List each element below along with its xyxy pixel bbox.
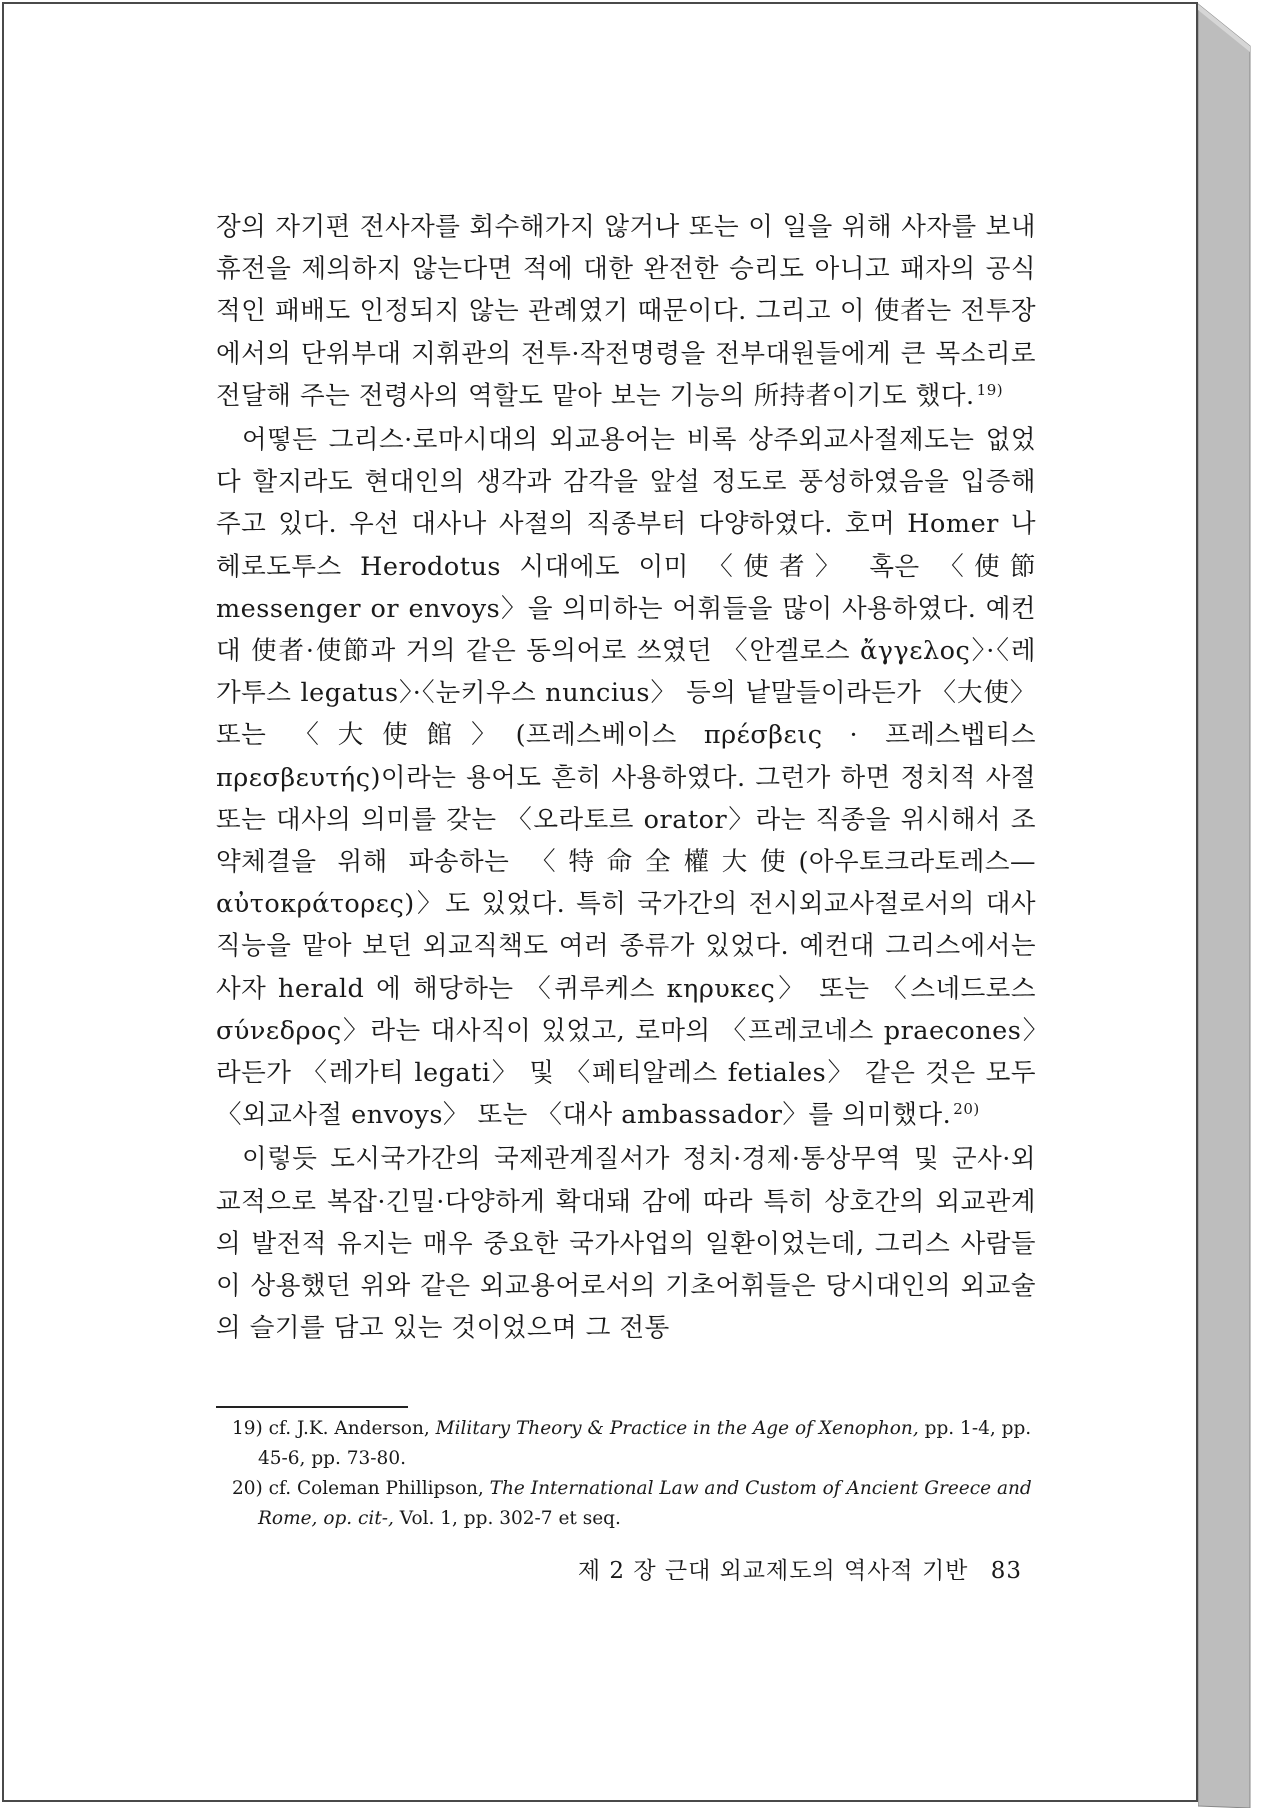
footnote-ref-19[interactable]: 19) xyxy=(976,380,1004,399)
running-footer xyxy=(552,1552,1022,1585)
paragraph-text: 이렇듯 도시국가간의 국제관계질서가 정치·경제·통상무역 및 군사·외교적으로 복잡·긴밀·다양하게 확대돼 감에 따라 특히 상호간의 외교관계의 발전적 유지는 매우 중요한 국가사업의 일환이었는데, 그리스 사람들이 상용했던 위와 같은 외교용어로서의 기초어휘들은 당시대인의 외교술의 슬기를 담고 있는 것이었으며 그 전통 xyxy=(216,1144,1036,1344)
footnote-19 xyxy=(232,1414,1040,1473)
footnote-citation-post: pp. 1-4, pp. 45-6, pp. 73-80. xyxy=(258,1418,1032,1469)
page-number: 83 xyxy=(990,1558,1022,1584)
paragraph-1 xyxy=(216,206,1036,417)
footnote-number: 20) xyxy=(232,1478,263,1499)
footnote-number: 19) xyxy=(232,1418,263,1439)
paragraph-text: 어떻든 그리스·로마시대의 외교용어는 비록 상주외교사절제도는 없었다 할지라도 현대인의 생각과 감각을 앞설 정도로 풍성하였음을 입증해 주고 있다. 우선 대사나 사절의 직종부터 다양하였다. 호머 Homer 나 헤로도투스 Herodotus 시대에도 이미 〈使者〉 혹은 〈使節 messenger or envoys〉을 의미하는 어휘들을 많이 사용하였다. 예컨대 使者·使節과 거의 같은 동의어로 쓰였던 〈안겔로스 ἄγγελος〉·〈레가투스 legatus〉·〈눈키우스 nuncius〉 등의 낱말들이라든가 〈大使〉 또는 〈大使館〉(프레스베이스 πρέσβεις · 프레스벱티스 πρεσβευτής)이라는 용어도 흔히 사용하였다. 그런가 하면 정치적 사절 또는 대사의 의미를 갖는 〈오라토르 orator〉라는 직종을 위시해서 조약체결을 위해 파송하는 〈特命全權大使(아우토크라토레스— αὐτοκράτορες)〉도 있었다. 특히 국가간의 전시외교사절로서의 대사직능을 맡아 보던 외교직책도 여러 종류가 있었다. 예컨대 그리스에서는 사자 herald 에 해당하는 〈퀴루케스 κηρυκες〉 또는 〈스네드로스 σύνεδρος〉라는 대사직이 있었고, 로마의 〈프레코네스 praecones〉라든가 〈레가티 legati〉 및 〈페티알레스 fetiales〉 같은 것은 모두 〈외교사절 envoys〉 또는 〈대사 ambassador〉를 의미했다. xyxy=(216,425,1036,1131)
footnote-20 xyxy=(232,1474,1040,1533)
paragraph-2 xyxy=(216,419,1036,1136)
footnote-citation-post: Vol. 1, pp. 302-7 et seq. xyxy=(393,1507,621,1529)
footnotes xyxy=(232,1414,1040,1534)
footnote-title: The International Law and Custom of Ancient Greece and Rome, op. cit-, xyxy=(258,1478,1032,1529)
footnote-title: Military Theory & Practice in the Age of Xenophon, xyxy=(435,1418,919,1439)
footnote-citation-pre: cf. J.K. Anderson, xyxy=(268,1418,436,1439)
body-text xyxy=(216,206,1036,1349)
paragraph-3 xyxy=(216,1138,1036,1349)
chapter-title: 제 2 장 근대 외교제도의 역사적 기반 xyxy=(577,1558,969,1584)
footnote-citation-pre: cf. Coleman Phillipson, xyxy=(268,1478,490,1499)
paragraph-text: 장의 자기편 전사자를 회수해가지 않거나 또는 이 일을 위해 사자를 보내 휴전을 제의하지 않는다면 적에 대한 완전한 승리도 아니고 패자의 공식적인 패배도 인정되지 않는 관례였기 때문이다. 그리고 이 使者는 전투장에서의 단위부대 지휘관의 전투·작전명령을 전부대원들에게 큰 목소리로 전달해 주는 전령사의 역할도 맡아 보는 기능의 所持者이기도 했다. xyxy=(216,212,1036,411)
footnote-divider xyxy=(216,1406,408,1408)
footnote-ref-20[interactable]: 20) xyxy=(953,1100,980,1119)
